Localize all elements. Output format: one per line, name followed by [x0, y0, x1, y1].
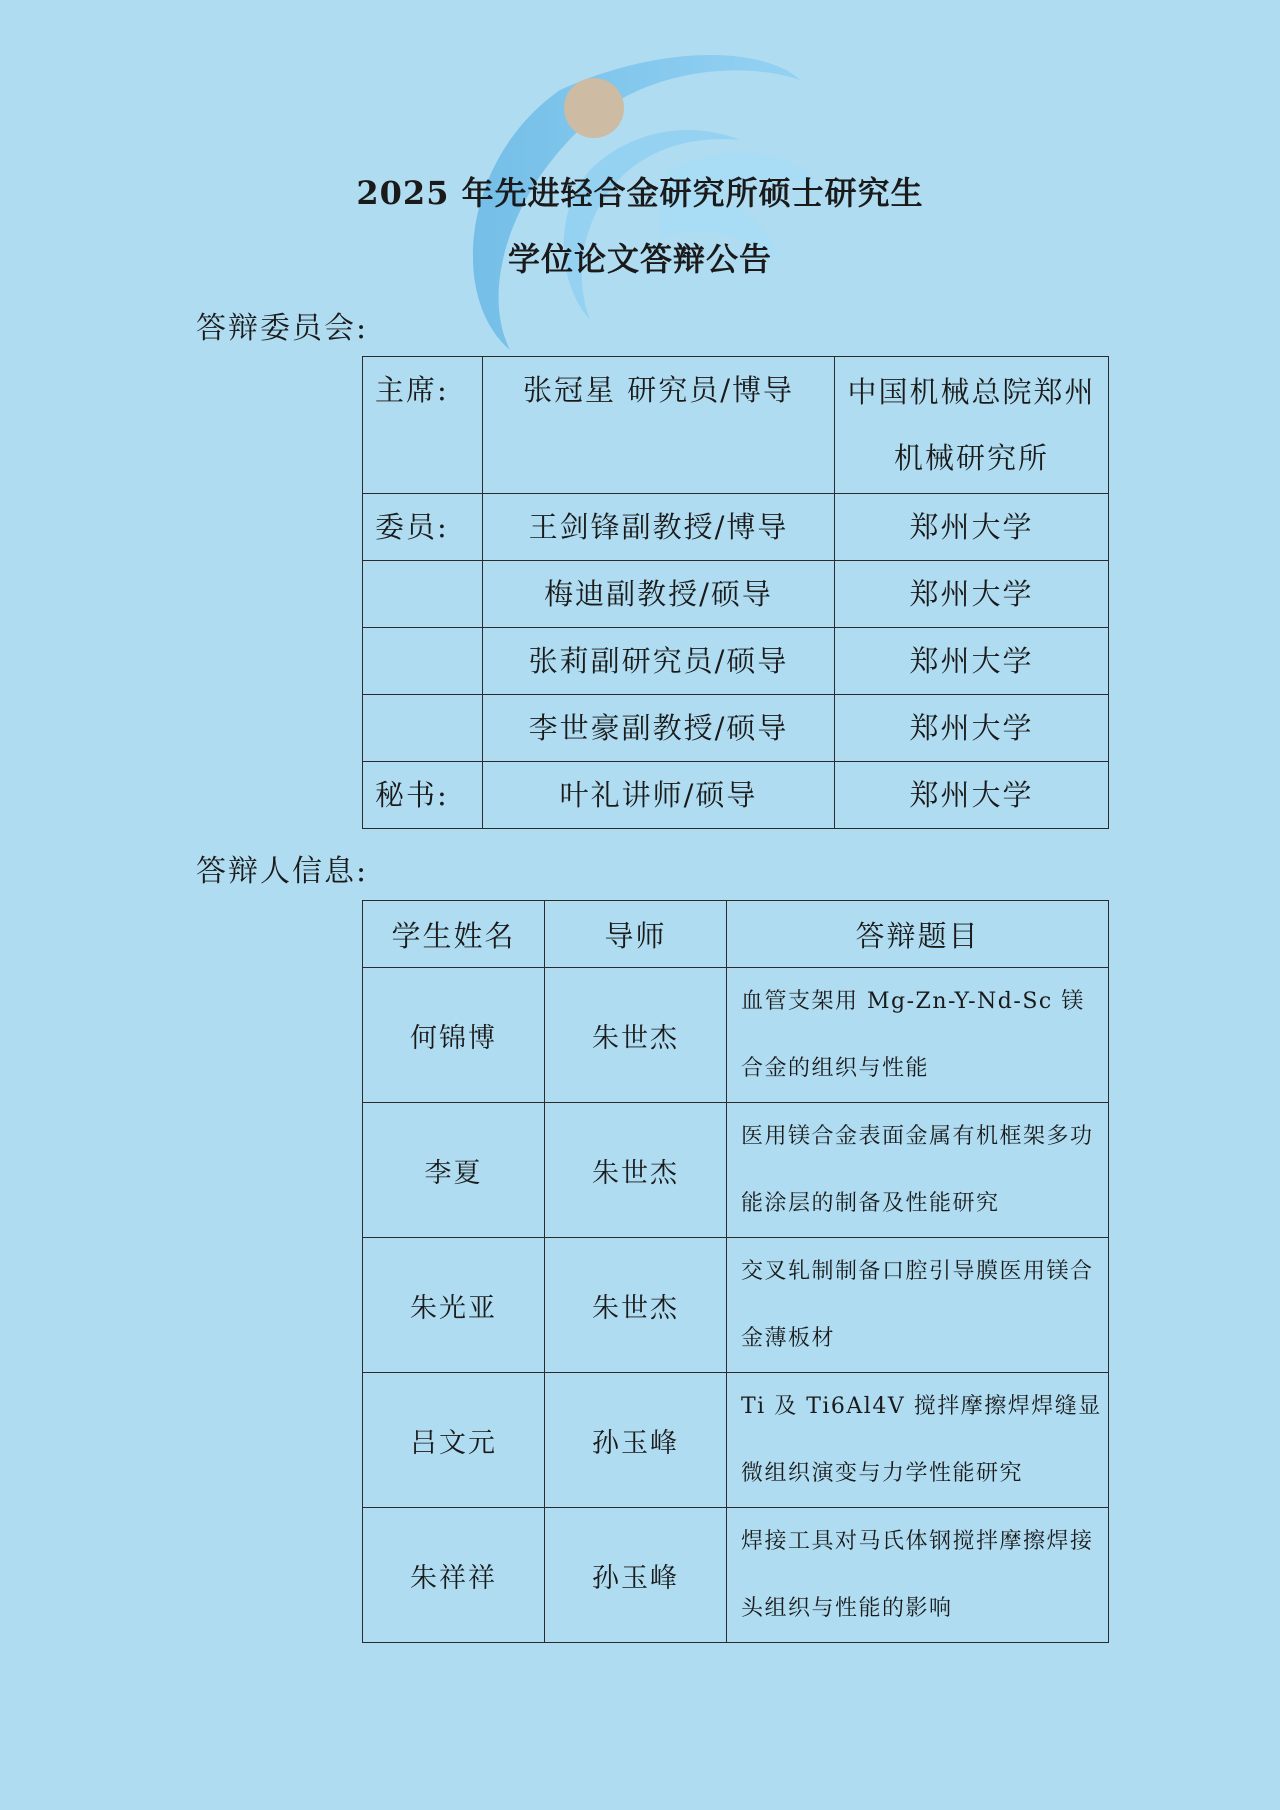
- thesis-topic: Ti 及 Ti6Al4V 搅拌摩擦焊焊缝显微组织演变与力学性能研究: [727, 1373, 1109, 1508]
- thesis-topic: 血管支架用 Mg-Zn-Y-Nd-Sc 镁合金的组织与性能: [727, 968, 1109, 1103]
- committee-member: 张莉副研究员/硕导: [483, 628, 835, 695]
- committee-organization: 郑州大学: [835, 762, 1109, 829]
- committee-role: 秘书:: [363, 762, 483, 829]
- thesis-topic: 医用镁合金表面金属有机框架多功能涂层的制备及性能研究: [727, 1103, 1109, 1238]
- committee-organization: 郑州大学: [835, 628, 1109, 695]
- announcement-title-line-1: 2025 年先进轻合金研究所硕士研究生: [356, 174, 924, 212]
- committee-organization: 郑州大学: [835, 494, 1109, 561]
- advisor-name: 朱世杰: [545, 968, 727, 1103]
- advisor-name: 朱世杰: [545, 1238, 727, 1373]
- committee-row: [363, 357, 1109, 494]
- committee-member: 张冠星 研究员/博导: [483, 357, 835, 494]
- committee-section-label: 答辩委员会:: [196, 311, 369, 346]
- committee-table: [362, 356, 1109, 829]
- committee-member: 梅迪副教授/硕导: [483, 561, 835, 628]
- announcement-title-line-2: 学位论文答辩公告: [507, 240, 772, 278]
- committee-organization: 郑州大学: [835, 695, 1109, 762]
- committee-organization: 郑州大学: [835, 561, 1109, 628]
- thesis-topic: 交叉轧制制备口腔引导膜医用镁合金薄板材: [727, 1238, 1109, 1373]
- defenders-section-label: 答辩人信息:: [196, 854, 369, 889]
- student-name: 何锦博: [363, 968, 545, 1103]
- committee-row: [363, 695, 1109, 762]
- committee-role: 委员:: [363, 494, 483, 561]
- defenders-table: [362, 900, 1109, 1643]
- advisor-name: 孙玉峰: [545, 1508, 727, 1643]
- committee-role: [363, 695, 483, 762]
- student-name: 吕文元: [363, 1373, 545, 1508]
- committee-member: 叶礼讲师/硕导: [483, 762, 835, 829]
- column-header-student: 学生姓名: [363, 901, 545, 968]
- thesis-topic: 焊接工具对马氏体钢搅拌摩擦焊接头组织与性能的影响: [727, 1508, 1109, 1643]
- student-name: 朱祥祥: [363, 1508, 545, 1643]
- table-row: [363, 1373, 1109, 1508]
- committee-role: [363, 561, 483, 628]
- table-row: [363, 968, 1109, 1103]
- column-header-advisor: 导师: [545, 901, 727, 968]
- committee-row: [363, 628, 1109, 695]
- committee-row: [363, 561, 1109, 628]
- table-row: [363, 1238, 1109, 1373]
- committee-role: [363, 628, 483, 695]
- committee-row: [363, 762, 1109, 829]
- committee-member: 李世豪副教授/硕导: [483, 695, 835, 762]
- committee-role: 主席:: [363, 357, 483, 494]
- committee-member: 王剑锋副教授/博导: [483, 494, 835, 561]
- table-row: [363, 1103, 1109, 1238]
- committee-organization: 中国机械总院郑州机械研究所: [835, 357, 1109, 494]
- advisor-name: 孙玉峰: [545, 1373, 727, 1508]
- table-row: [363, 1508, 1109, 1643]
- student-name: 朱光亚: [363, 1238, 545, 1373]
- table-header-row: [363, 901, 1109, 968]
- column-header-topic: 答辩题目: [727, 901, 1109, 968]
- advisor-name: 朱世杰: [545, 1103, 727, 1238]
- student-name: 李夏: [363, 1103, 545, 1238]
- committee-row: [363, 494, 1109, 561]
